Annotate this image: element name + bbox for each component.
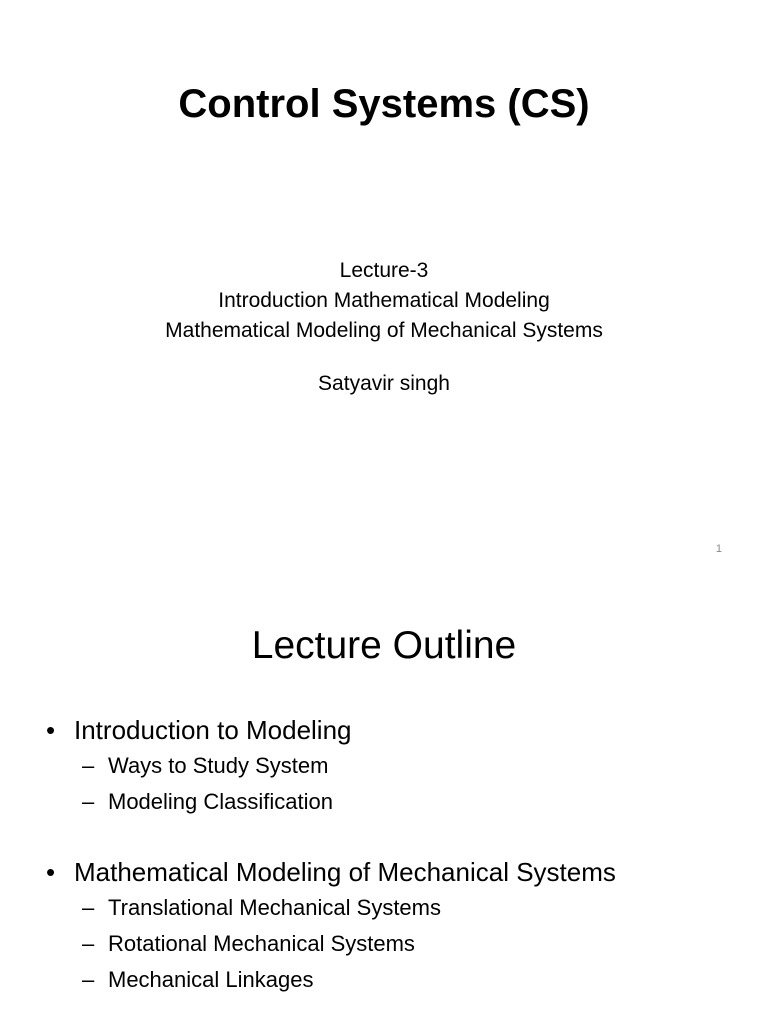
- outline-subitem-label: Translational Mechanical Systems: [108, 895, 441, 920]
- subtitle-line-2: Mathematical Modeling of Mechanical Systems: [165, 319, 603, 342]
- outline-subitem: [46, 748, 746, 784]
- outline-subitem: [46, 890, 746, 926]
- bullet-icon: •: [46, 715, 56, 745]
- outline-subitem-label: Mechanical Linkages: [108, 967, 314, 992]
- dash-icon: –: [82, 895, 95, 920]
- outline-item-label: Introduction to Modeling: [74, 715, 352, 745]
- outline-item: [46, 712, 746, 748]
- outline-subitem-label: Rotational Mechanical Systems: [108, 931, 415, 956]
- outline-group: [46, 712, 746, 820]
- dash-icon: –: [82, 931, 95, 956]
- lecture-number: Lecture-3: [339, 259, 429, 282]
- author-name: Satyavir singh: [318, 372, 450, 395]
- outline-subitem: [46, 962, 746, 998]
- outline-subitem-label: Ways to Study System: [108, 753, 329, 778]
- slide-title: Lecture Outline: [251, 624, 517, 667]
- dash-icon: –: [82, 789, 95, 814]
- outline-group: [46, 854, 746, 998]
- outline-subitem-label: Modeling Classification: [108, 789, 333, 814]
- page-number: 1: [715, 543, 722, 555]
- outline-list: [46, 712, 746, 998]
- subtitle-line-1: Introduction Mathematical Modeling: [218, 289, 550, 312]
- dash-icon: –: [82, 753, 95, 778]
- slide-title: Control Systems (CS): [178, 82, 590, 126]
- outline-item: [46, 854, 746, 890]
- dash-icon: –: [82, 967, 95, 992]
- outline-subitem: [46, 784, 746, 820]
- outline-item-label: Mathematical Modeling of Mechanical Systems: [74, 857, 616, 887]
- bullet-icon: •: [46, 857, 56, 887]
- outline-subitem: [46, 926, 746, 962]
- subtitle-block: [0, 256, 768, 346]
- outline-slide: [0, 576, 768, 1024]
